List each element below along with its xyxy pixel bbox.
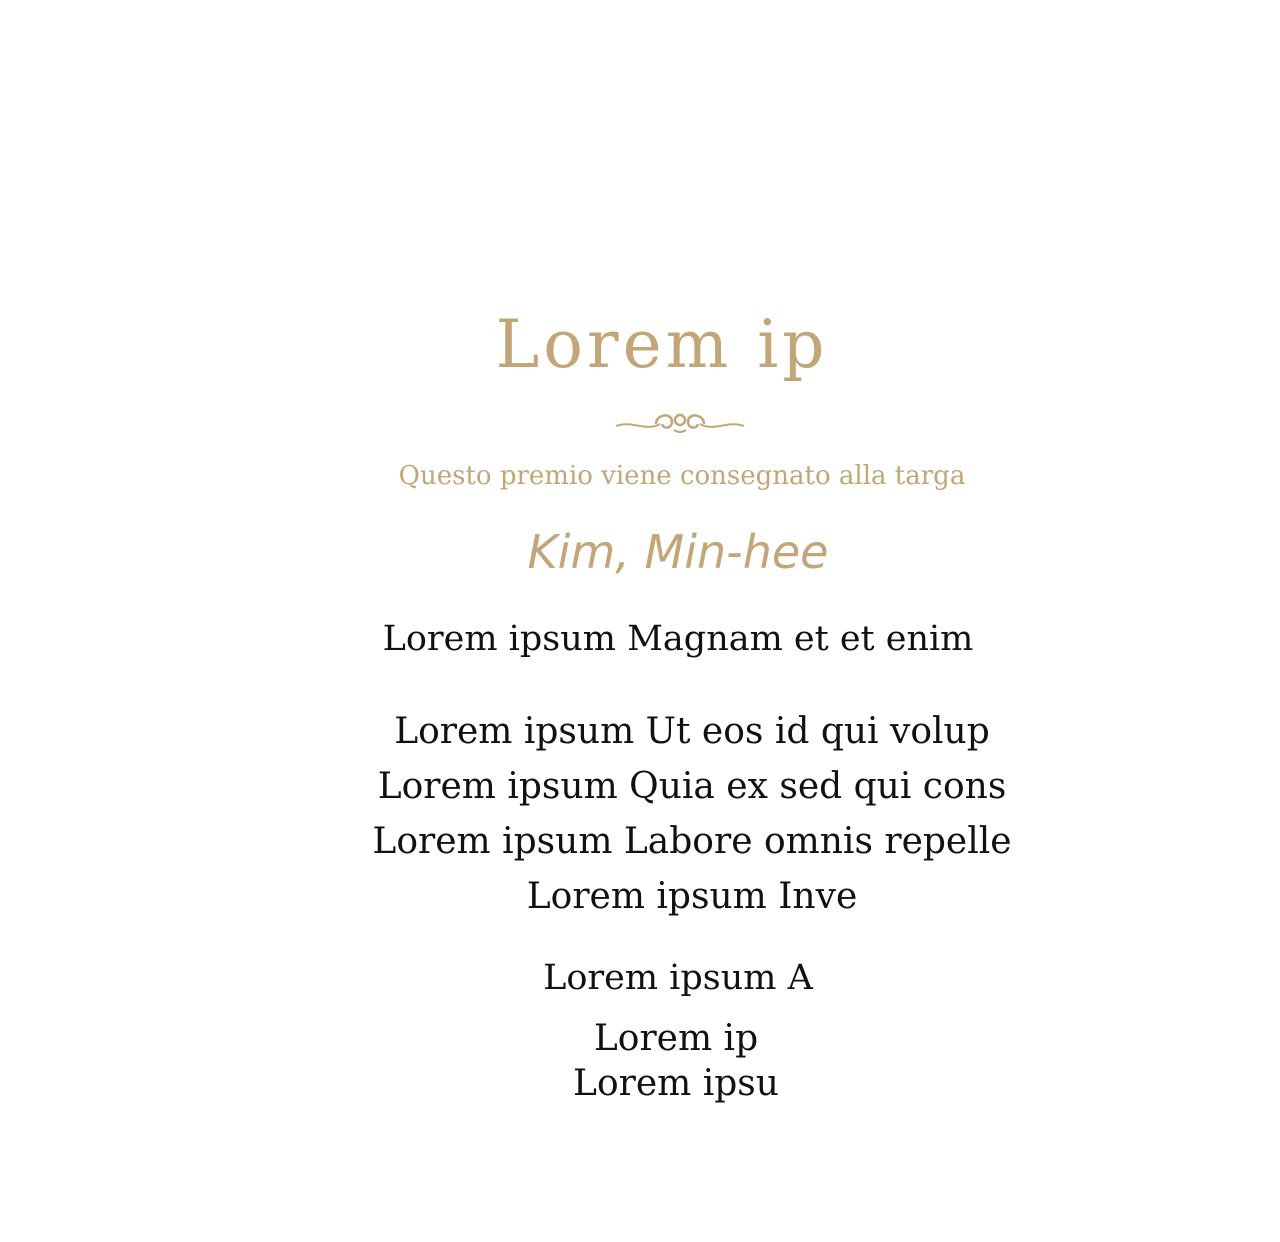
footer-line: Lorem ipsu <box>573 1063 779 1104</box>
award-main-line: Lorem ipsum Magnam et et enim <box>382 619 974 659</box>
award-subtitle: Questo premio viene consegnato alla targa <box>398 461 966 491</box>
award-description <box>52 704 1280 924</box>
recipient-name: Kim, Min-hee <box>527 525 829 579</box>
flourish-divider-icon <box>612 402 748 438</box>
award-date-line: Lorem ipsum A <box>543 958 813 998</box>
footer-line: Lorem ip <box>593 1018 759 1059</box>
description-line: Lorem ipsum Labore omnis repelle <box>372 821 1012 862</box>
description-line: Lorem ipsum Ut eos id qui volup <box>394 711 990 752</box>
description-line: Lorem ipsum Inve <box>526 876 858 917</box>
certificate-title: Lorem ip <box>495 306 829 383</box>
description-line: Lorem ipsum Quia ex sed qui cons <box>377 766 1007 807</box>
award-footer <box>36 1016 1280 1106</box>
